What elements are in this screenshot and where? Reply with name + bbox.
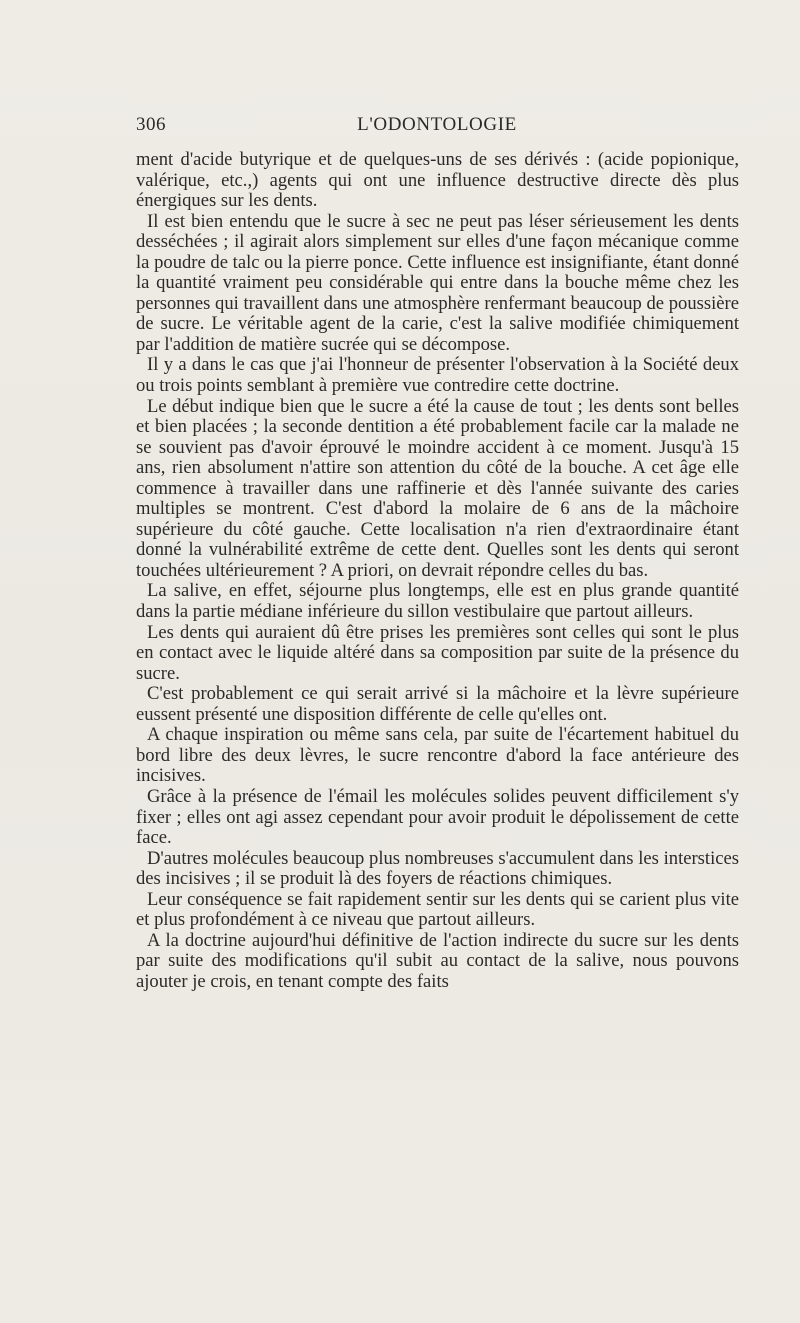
paragraph-5: La salive, en effet, séjourne plus longtemps, elle est en plus grande quantité dans la partie médiane inférieure du sillon vestibulaire que partout ailleurs. xyxy=(136,580,739,623)
paragraph-2: Il est bien entendu que le sucre à sec ne peut pas léser sérieusement les dents desséchées ; il agirait alors simplement sur elles d'une façon mécanique comme la poudre de talc ou la pierre ponce. Cette influence est insignifiante, étant donné la quantité vraiment peu considérable qui entre dans la bouche même chez les personnes qui travaillent dans une atmosphère renfermant beaucoup de poussière de sucre. Le véritable agent de la carie, c'est la salive modifiée chimiquement par l'addition de matière sucrée qui se décompose. xyxy=(136,210,739,355)
paragraph-7: C'est probablement ce qui serait arrivé si la mâchoire et la lèvre supérieure eussent présenté une disposition différente de celle qu'elles ont. xyxy=(136,683,739,725)
paragraph-10: D'autres molécules beaucoup plus nombreuses s'accumulent dans les interstices des incisives ; il se produit là des foyers de réactions chimiques. xyxy=(136,847,739,890)
page-number: 306 xyxy=(136,114,166,135)
body-text xyxy=(136,150,739,992)
paragraph-11: Leur conséquence se fait rapidement sentir sur les dents qui se carient plus vite et plus profondément à ce niveau que partout ailleurs. xyxy=(136,888,739,931)
paragraph-1: ment d'acide butyrique et de quelques-uns de ses dérivés : (acide popionique, valérique, etc.,) agents qui ont une influence destructive directe dès plus énergiques sur les dents. xyxy=(136,149,739,212)
paragraph-9: Grâce à la présence de l'émail les molécules solides peuvent difficilement s'y fixer ; elles ont agi assez cependant pour avoir produit le dépolissement de cette face. xyxy=(136,785,739,849)
paragraph-8: A chaque inspiration ou même sans cela, par suite de l'écartement habituel du bord libre des deux lèvres, le sucre rencontre d'abord la face antérieure des incisives. xyxy=(136,724,739,787)
paragraph-6: Les dents qui auraient dû être prises les premières sont celles qui sont le plus en contact avec le liquide altéré dans sa composition par suite de la présence du sucre. xyxy=(136,621,739,684)
paragraph-3: Il y a dans le cas que j'ai l'honneur de présenter l'observation à la Société deux ou trois points semblant à première vue contredire cette doctrine. xyxy=(136,354,739,397)
paragraph-4: Le début indique bien que le sucre a été la cause de tout ; les dents sont belles et bien placées ; la seconde dentition a été probablement facile car la malade ne se souvient pas d'avoir éprouvé le moindre accident à ce moment. Jusqu'à 15 ans, rien absolument n'attire son attention du côté de la bouche. A cet âge elle commence à travailler dans une raffinerie et dès l'année suivante des caries multiples se montrent. C'est d'abord la molaire de 6 ans de la mâchoire supérieure du côté gauche. Cette localisation n'a rien d'extraordinaire étant donné la vulnérabilité extrême de cette dent. Quelles sont les dents qui seront touchées ultérieurement ? A priori, on devrait répondre celles du bas. xyxy=(136,395,739,581)
running-header xyxy=(136,114,738,142)
paragraph-12: A la doctrine aujourd'hui définitive de l'action indirecte du sucre sur les dents par suite des modifications qu'il subit au contact de la salive, nous pouvons ajouter je crois, en tenant compte des faits xyxy=(136,929,739,992)
running-title: L'ODONTOLOGIE xyxy=(357,114,517,135)
